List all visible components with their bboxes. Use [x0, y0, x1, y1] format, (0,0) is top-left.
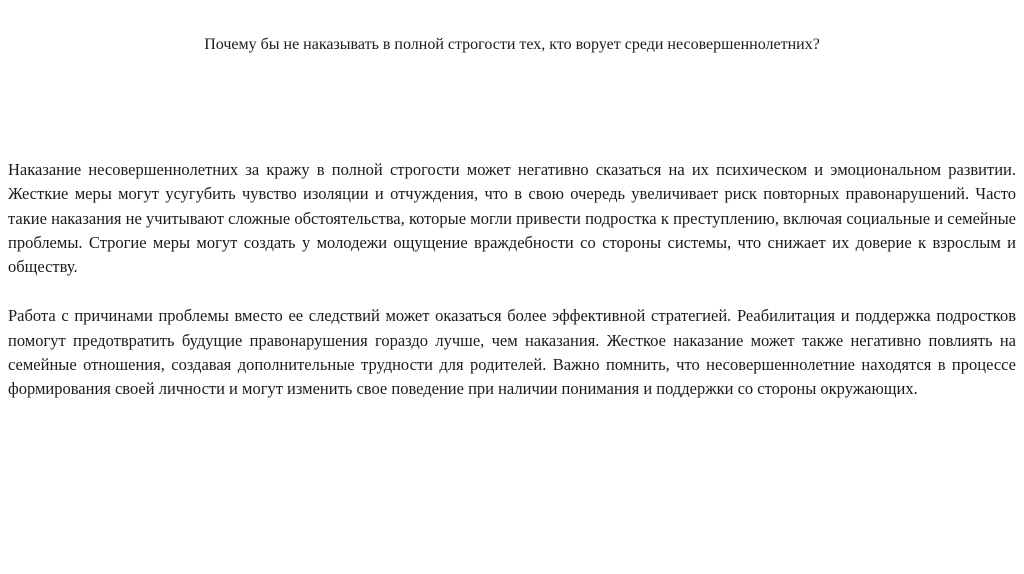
paragraph-2: Работа с причинами проблемы вместо ее следствий может оказаться более эффективной стратегией. Реабилитация и поддержка подростков помогут предотвратить будущие правонарушения гораздо лучше, чем наказания. Жесткое наказание может также негативно повлиять на семейные отношения, создавая дополнительные трудности для родителей. Важно помнить, что несовершеннолетние находятся в процессе формирования своей личности и могут изменить свое поведение при наличии понимания и поддержки со стороны окружающих.: [8, 306, 1016, 399]
document-body: [8, 158, 1016, 427]
paragraph-1: Наказание несовершеннолетних за кражу в полной строгости может негативно сказаться на их психическом и эмоциональном развитии. Жесткие меры могут усугубить чувство изоляции и отчуждения, что в свою очередь увеличивает риск повторных правонарушений. Часто такие наказания не учитывают сложные обстоятельства, которые могли привести подростка к преступлению, включая социальные и семейные проблемы. Строгие меры могут создать у молодежи ощущение враждебности со стороны системы, что снижает их доверие к взрослым и обществу.: [8, 160, 1016, 277]
document-title: Почему бы не наказывать в полной строгости тех, кто ворует среди несовершеннолетних?: [204, 36, 820, 53]
